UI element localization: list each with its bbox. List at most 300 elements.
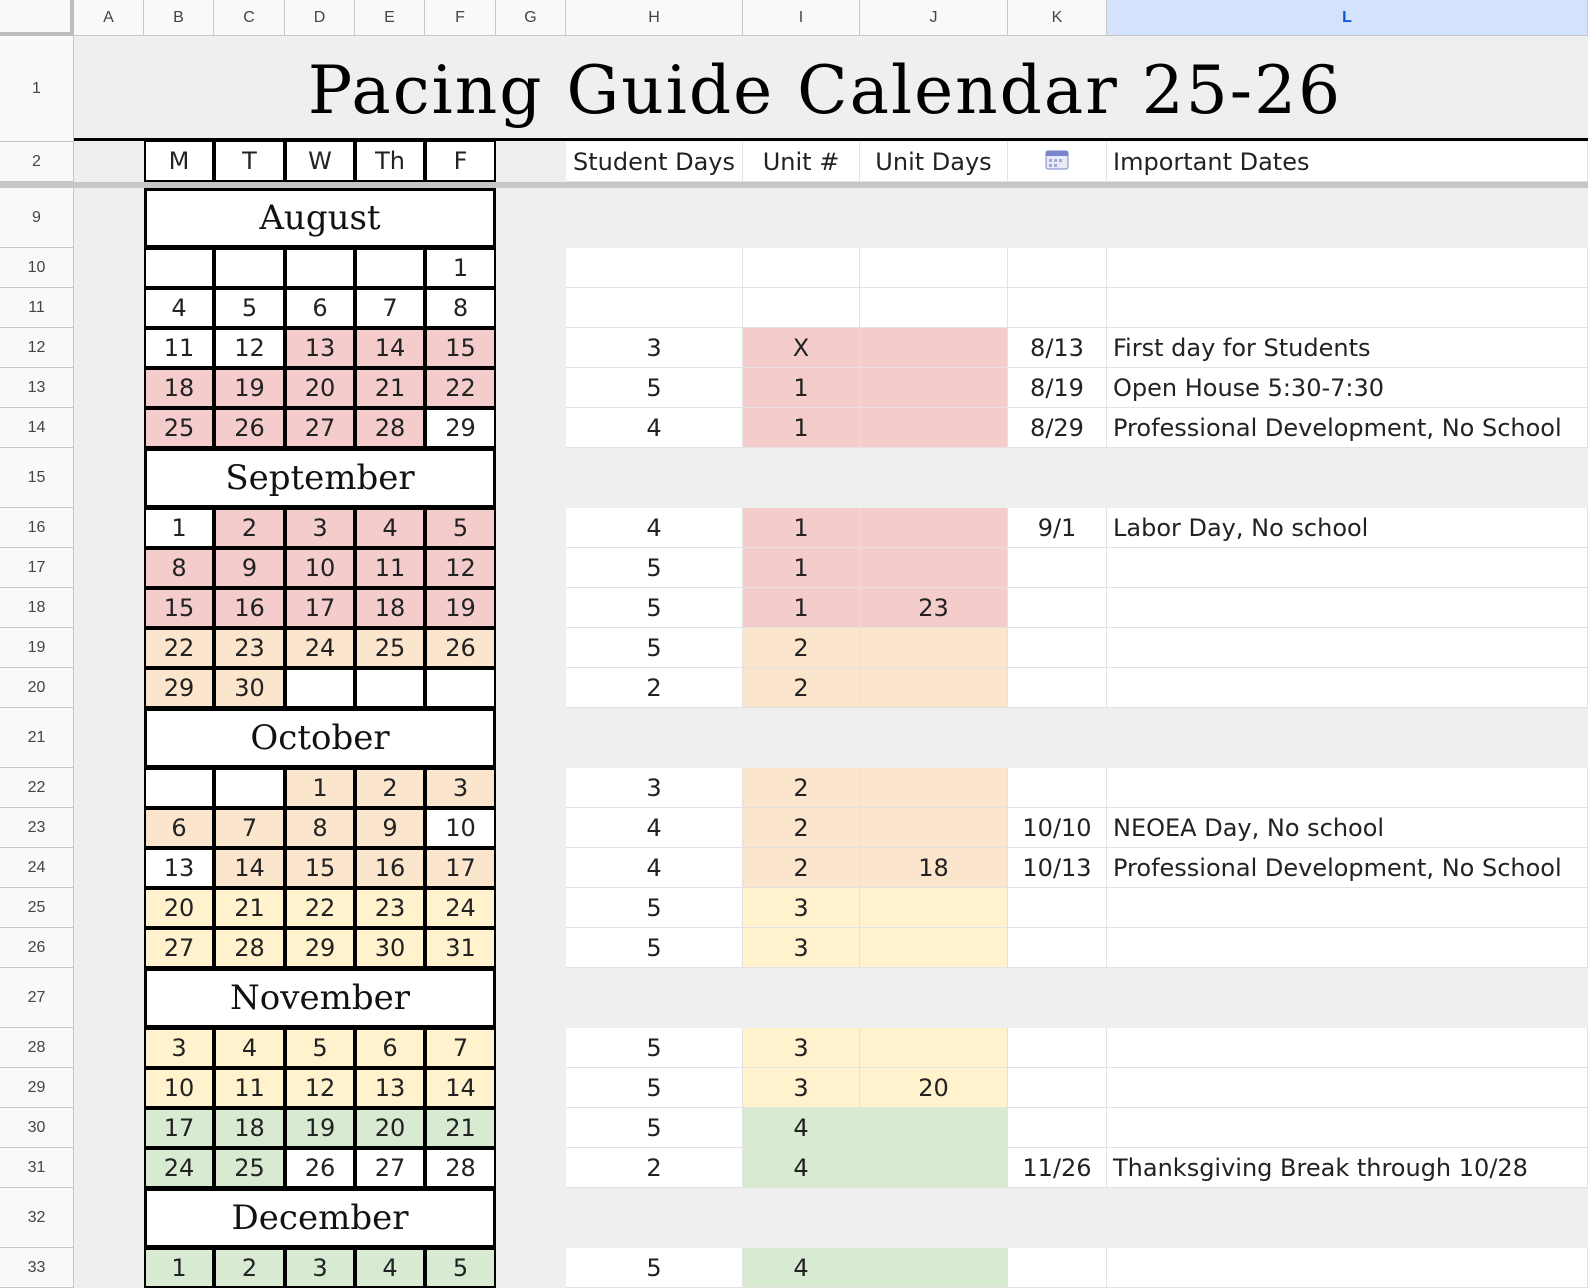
calendar-day[interactable]: 23 <box>355 888 425 928</box>
calendar-day[interactable]: 18 <box>214 1108 285 1148</box>
calendar-day[interactable]: 14 <box>355 328 425 368</box>
gray-column-a <box>74 408 144 448</box>
unit-number-cell[interactable]: 2 <box>743 768 860 808</box>
row-header-29[interactable]: 29 <box>0 1068 74 1108</box>
calendar-day[interactable]: 3 <box>425 768 496 808</box>
row-header-25[interactable]: 25 <box>0 888 74 928</box>
student-days-cell[interactable]: 5 <box>566 548 743 588</box>
calendar-day[interactable]: 15 <box>425 328 496 368</box>
column-header-c[interactable]: C <box>214 0 285 36</box>
important-date-cell[interactable] <box>1107 1248 1588 1288</box>
month-separator-row <box>566 708 1588 768</box>
gray-column-a <box>74 508 144 548</box>
date-cell[interactable] <box>1008 668 1107 708</box>
gray-column-g <box>496 368 566 408</box>
student-days-cell[interactable]: 2 <box>566 1148 743 1188</box>
calendar-day[interactable]: 2 <box>214 508 285 548</box>
gray-column-g <box>496 808 566 848</box>
calendar-day[interactable]: 5 <box>214 288 285 328</box>
calendar-day[interactable]: 1 <box>144 1248 214 1288</box>
gray-column-a <box>74 968 144 1028</box>
calendar-day[interactable]: 26 <box>214 408 285 448</box>
calendar-day[interactable]: 19 <box>214 368 285 408</box>
month-label-november: November <box>144 968 496 1028</box>
unit-days-cell[interactable] <box>860 288 1008 328</box>
student-days-cell[interactable]: 4 <box>566 808 743 848</box>
unit-days-cell[interactable] <box>860 1148 1008 1188</box>
row-header-15[interactable]: 15 <box>0 448 74 508</box>
unit-days-cell[interactable] <box>860 1108 1008 1148</box>
calendar-day[interactable]: 25 <box>144 408 214 448</box>
unit-number-cell[interactable]: 1 <box>743 508 860 548</box>
calendar-day[interactable]: 13 <box>355 1068 425 1108</box>
unit-days-cell[interactable] <box>860 248 1008 288</box>
calendar-day[interactable]: 26 <box>425 628 496 668</box>
date-cell[interactable]: 10/10 <box>1008 808 1107 848</box>
calendar-day[interactable]: 20 <box>144 888 214 928</box>
date-cell[interactable]: 8/19 <box>1008 368 1107 408</box>
unit-number-cell[interactable]: 2 <box>743 848 860 888</box>
gray-column-g <box>496 668 566 708</box>
row-header-30[interactable]: 30 <box>0 1108 74 1148</box>
gray-column-a <box>74 1028 144 1068</box>
calendar-day[interactable] <box>144 768 214 808</box>
calendar-day[interactable]: 17 <box>425 848 496 888</box>
calendar-day[interactable]: 28 <box>355 408 425 448</box>
calendar-day[interactable]: 22 <box>425 368 496 408</box>
gray-column-g <box>496 1028 566 1068</box>
date-cell[interactable] <box>1008 288 1107 328</box>
column-header-d[interactable]: D <box>285 0 355 36</box>
gray-column-a <box>74 1148 144 1188</box>
calendar-day[interactable] <box>285 248 355 288</box>
unit-days-cell[interactable] <box>860 928 1008 968</box>
gray-column-g <box>496 928 566 968</box>
calendar-day[interactable]: 3 <box>144 1028 214 1068</box>
calendar-day[interactable]: 24 <box>425 888 496 928</box>
calendar-day[interactable]: 7 <box>355 288 425 328</box>
calendar-day[interactable]: 24 <box>285 628 355 668</box>
unit-number-cell[interactable]: 3 <box>743 928 860 968</box>
date-cell[interactable]: 11/26 <box>1008 1148 1107 1188</box>
student-days-cell[interactable]: 3 <box>566 768 743 808</box>
gray-column-g <box>496 888 566 928</box>
row-header-20[interactable]: 20 <box>0 668 74 708</box>
column-header-b[interactable]: B <box>144 0 214 36</box>
gray-column-a <box>74 448 144 508</box>
student-days-cell[interactable]: 5 <box>566 888 743 928</box>
unit-number-cell[interactable]: 2 <box>743 668 860 708</box>
important-date-cell[interactable] <box>1107 248 1588 288</box>
calendar-day[interactable]: 1 <box>144 508 214 548</box>
calendar-day[interactable]: 4 <box>144 288 214 328</box>
unit-number-cell[interactable]: 4 <box>743 1248 860 1288</box>
calendar-day[interactable]: 15 <box>285 848 355 888</box>
gray-column-a <box>74 1108 144 1148</box>
column-header-f[interactable]: F <box>425 0 496 36</box>
calendar-day[interactable]: 8 <box>144 548 214 588</box>
student-days-cell[interactable]: 5 <box>566 1248 743 1288</box>
student-days-cell[interactable]: 3 <box>566 328 743 368</box>
unit-number-cell[interactable]: 2 <box>743 628 860 668</box>
gray-column-g <box>496 248 566 288</box>
calendar-day[interactable]: 11 <box>144 328 214 368</box>
row-header-17[interactable]: 17 <box>0 548 74 588</box>
important-date-cell[interactable] <box>1107 768 1588 808</box>
unit-days-cell[interactable]: 18 <box>860 848 1008 888</box>
important-date-cell[interactable]: First day for Students <box>1107 328 1588 368</box>
gray-column-a <box>74 1068 144 1108</box>
row-header-28[interactable]: 28 <box>0 1028 74 1068</box>
row-header-24[interactable]: 24 <box>0 848 74 888</box>
unit-number-cell[interactable]: 4 <box>743 1108 860 1148</box>
student-days-cell[interactable]: 5 <box>566 1068 743 1108</box>
month-separator-row <box>566 1188 1588 1248</box>
calendar-day[interactable]: 6 <box>355 1028 425 1068</box>
date-cell[interactable] <box>1008 548 1107 588</box>
gray-column-a <box>74 1188 144 1248</box>
gray-column-a <box>74 888 144 928</box>
unit-number-cell[interactable]: 4 <box>743 1148 860 1188</box>
column-header-k[interactable]: K <box>1008 0 1107 36</box>
row-header-10[interactable]: 10 <box>0 248 74 288</box>
unit-number-cell[interactable]: 1 <box>743 368 860 408</box>
calendar-day[interactable]: 9 <box>355 808 425 848</box>
month-separator-row <box>566 188 1588 248</box>
calendar-day[interactable]: 30 <box>214 668 285 708</box>
gray-column-g <box>496 1188 566 1248</box>
row-header-26[interactable]: 26 <box>0 928 74 968</box>
column-header-h[interactable]: H <box>566 0 743 36</box>
date-cell[interactable] <box>1008 1108 1107 1148</box>
calendar-day[interactable]: 10 <box>144 1068 214 1108</box>
unit-number-cell[interactable]: X <box>743 328 860 368</box>
unit-number-cell[interactable]: 3 <box>743 1028 860 1068</box>
calendar-day[interactable]: 21 <box>214 888 285 928</box>
row-header-9[interactable]: 9 <box>0 188 74 248</box>
calendar-day[interactable]: 1 <box>285 768 355 808</box>
unit-number-cell[interactable] <box>743 288 860 328</box>
calendar-day[interactable]: 19 <box>425 588 496 628</box>
student-days-cell[interactable] <box>566 288 743 328</box>
gray-column-g <box>496 288 566 328</box>
unit-days-cell[interactable] <box>860 368 1008 408</box>
calendar-day[interactable]: 8 <box>285 808 355 848</box>
unit-number-cell[interactable]: 3 <box>743 1068 860 1108</box>
calendar-day[interactable]: 25 <box>214 1148 285 1188</box>
row-header-32[interactable]: 32 <box>0 1188 74 1248</box>
row-header-33[interactable]: 33 <box>0 1248 74 1288</box>
date-cell[interactable] <box>1008 1068 1107 1108</box>
unit-days-cell[interactable] <box>860 1248 1008 1288</box>
weekday-header-w: W <box>285 140 355 182</box>
important-date-cell[interactable]: Open House 5:30-7:30 <box>1107 368 1588 408</box>
row-header-31[interactable]: 31 <box>0 1148 74 1188</box>
student-days-cell[interactable]: 2 <box>566 668 743 708</box>
important-date-cell[interactable] <box>1107 288 1588 328</box>
column-header-i[interactable]: I <box>743 0 860 36</box>
row-header-1[interactable]: 1 <box>0 36 74 142</box>
gray-column-a <box>74 928 144 968</box>
gray-column-g <box>496 968 566 1028</box>
calendar-day[interactable]: 21 <box>355 368 425 408</box>
month-label-october: October <box>144 708 496 768</box>
unit-number-cell[interactable]: 3 <box>743 888 860 928</box>
gray-column-g <box>496 408 566 448</box>
calendar-day[interactable] <box>355 668 425 708</box>
row-header-13[interactable]: 13 <box>0 368 74 408</box>
calendar-day[interactable]: 13 <box>285 328 355 368</box>
row-header-11[interactable]: 11 <box>0 288 74 328</box>
unit-number-cell[interactable]: 2 <box>743 808 860 848</box>
calendar-day[interactable]: 18 <box>144 368 214 408</box>
weekday-header-f: F <box>425 140 496 182</box>
date-cell[interactable] <box>1008 928 1107 968</box>
calendar-day[interactable]: 20 <box>285 368 355 408</box>
gray-column-a <box>74 248 144 288</box>
important-date-cell[interactable] <box>1107 888 1588 928</box>
gray-column-g <box>496 768 566 808</box>
calendar-day[interactable] <box>214 768 285 808</box>
important-dates-header: Important Dates <box>1107 142 1588 182</box>
calendar-day[interactable]: 19 <box>285 1108 355 1148</box>
calendar-day[interactable]: 4 <box>214 1028 285 1068</box>
student-days-cell[interactable]: 5 <box>566 368 743 408</box>
calendar-day[interactable]: 14 <box>425 1068 496 1108</box>
gray-column-g <box>496 328 566 368</box>
gray-column-a <box>74 628 144 668</box>
calendar-day[interactable]: 23 <box>214 628 285 668</box>
calendar-day[interactable]: 4 <box>355 1248 425 1288</box>
month-label-september: September <box>144 448 496 508</box>
student-days-cell[interactable] <box>566 248 743 288</box>
date-cell[interactable]: 10/13 <box>1008 848 1107 888</box>
calendar-day[interactable]: 13 <box>144 848 214 888</box>
unit-days-cell[interactable] <box>860 808 1008 848</box>
student-days-header: Student Days <box>566 142 743 182</box>
month-label-august: August <box>144 188 496 248</box>
gray-column-g <box>496 1248 566 1288</box>
calendar-day[interactable]: 3 <box>285 508 355 548</box>
important-date-cell[interactable]: Thanksgiving Break through 10/28 <box>1107 1148 1588 1188</box>
calendar-day[interactable]: 25 <box>355 628 425 668</box>
calendar-day[interactable]: 7 <box>214 808 285 848</box>
important-date-cell[interactable]: Professional Development, No School <box>1107 408 1588 448</box>
calendar-day[interactable]: 29 <box>144 668 214 708</box>
row-header-16[interactable]: 16 <box>0 508 74 548</box>
calendar-day[interactable] <box>214 248 285 288</box>
calendar-day[interactable]: 3 <box>285 1248 355 1288</box>
column-header-j[interactable]: J <box>860 0 1008 36</box>
calendar-day[interactable]: 22 <box>144 628 214 668</box>
row-header-21[interactable]: 21 <box>0 708 74 768</box>
calendar-day[interactable]: 5 <box>425 508 496 548</box>
gray-column-a <box>74 588 144 628</box>
important-date-cell[interactable] <box>1107 1028 1588 1068</box>
date-cell[interactable] <box>1008 1028 1107 1068</box>
calendar-day[interactable]: 14 <box>214 848 285 888</box>
calendar-day[interactable]: 27 <box>355 1148 425 1188</box>
weekday-header-m: M <box>144 140 214 182</box>
important-date-cell[interactable]: Professional Development, No School <box>1107 848 1588 888</box>
calendar-day[interactable]: 5 <box>285 1028 355 1068</box>
student-days-cell[interactable]: 4 <box>566 848 743 888</box>
calendar-day[interactable]: 2 <box>214 1248 285 1288</box>
calendar-day[interactable]: 28 <box>425 1148 496 1188</box>
calendar-day[interactable]: 16 <box>214 588 285 628</box>
student-days-cell[interactable]: 4 <box>566 408 743 448</box>
calendar-day[interactable]: 8 <box>425 288 496 328</box>
unit-days-cell[interactable] <box>860 548 1008 588</box>
calendar-day[interactable] <box>144 248 214 288</box>
calendar-day[interactable]: 11 <box>355 548 425 588</box>
gray-column-g <box>496 188 566 248</box>
student-days-cell[interactable]: 5 <box>566 1108 743 1148</box>
calendar-day[interactable]: 5 <box>425 1248 496 1288</box>
unit-days-cell[interactable] <box>860 328 1008 368</box>
gray-column-a <box>74 188 144 248</box>
weekday-header-th: Th <box>355 140 425 182</box>
date-cell[interactable]: 8/29 <box>1008 408 1107 448</box>
calendar-day[interactable]: 17 <box>285 588 355 628</box>
student-days-cell[interactable]: 5 <box>566 1028 743 1068</box>
calendar-day[interactable]: 20 <box>355 1108 425 1148</box>
gray-column-g <box>496 1108 566 1148</box>
student-days-cell[interactable]: 5 <box>566 588 743 628</box>
row-header-23[interactable]: 23 <box>0 808 74 848</box>
calendar-day[interactable]: 27 <box>285 408 355 448</box>
calendar-day[interactable] <box>285 668 355 708</box>
row-header-27[interactable]: 27 <box>0 968 74 1028</box>
important-date-cell[interactable]: NEOEA Day, No school <box>1107 808 1588 848</box>
calendar-day[interactable]: 2 <box>355 768 425 808</box>
row-header-19[interactable]: 19 <box>0 628 74 668</box>
date-cell[interactable] <box>1008 1248 1107 1288</box>
important-date-cell[interactable] <box>1107 1068 1588 1108</box>
date-cell[interactable]: 9/1 <box>1008 508 1107 548</box>
calendar-day[interactable]: 24 <box>144 1148 214 1188</box>
unit-days-cell[interactable] <box>860 408 1008 448</box>
select-all-corner[interactable] <box>0 0 74 36</box>
column-header-e[interactable]: E <box>355 0 425 36</box>
unit-number-cell[interactable] <box>743 248 860 288</box>
important-date-cell[interactable] <box>1107 548 1588 588</box>
gray-column-g <box>496 708 566 768</box>
calendar-day[interactable]: 29 <box>425 408 496 448</box>
month-separator-row <box>566 968 1588 1028</box>
column-header-a[interactable]: A <box>74 0 144 36</box>
row-header-18[interactable]: 18 <box>0 588 74 628</box>
calendar-day[interactable]: 17 <box>144 1108 214 1148</box>
calendar-day[interactable]: 16 <box>355 848 425 888</box>
date-cell[interactable]: 8/13 <box>1008 328 1107 368</box>
gray-column-g <box>496 1148 566 1188</box>
column-header-l[interactable]: L <box>1107 0 1588 36</box>
calendar-day[interactable]: 28 <box>214 928 285 968</box>
calendar-day[interactable]: 26 <box>285 1148 355 1188</box>
row-header-22[interactable]: 22 <box>0 768 74 808</box>
calendar-day[interactable]: 22 <box>285 888 355 928</box>
calendar-day[interactable]: 12 <box>285 1068 355 1108</box>
important-date-cell[interactable] <box>1107 628 1588 668</box>
calendar-day[interactable] <box>355 248 425 288</box>
date-cell[interactable] <box>1008 588 1107 628</box>
unit-days-cell[interactable] <box>860 1028 1008 1068</box>
gray-column-g <box>496 588 566 628</box>
calendar-day[interactable]: 27 <box>144 928 214 968</box>
row-header-2[interactable]: 2 <box>0 142 74 182</box>
unit-days-cell[interactable] <box>860 888 1008 928</box>
date-cell[interactable] <box>1008 248 1107 288</box>
unit-days-cell[interactable]: 20 <box>860 1068 1008 1108</box>
unit-days-cell[interactable] <box>860 768 1008 808</box>
date-cell[interactable] <box>1008 888 1107 928</box>
calendar-day[interactable]: 11 <box>214 1068 285 1108</box>
calendar-day[interactable]: 12 <box>425 548 496 588</box>
header-row-g <box>496 142 566 182</box>
student-days-cell[interactable]: 5 <box>566 628 743 668</box>
column-header-g[interactable]: G <box>496 0 566 36</box>
unit-days-cell[interactable] <box>860 668 1008 708</box>
gray-column-a <box>74 288 144 328</box>
calendar-day[interactable]: 6 <box>285 288 355 328</box>
unit-number-cell[interactable]: 1 <box>743 588 860 628</box>
calendar-day[interactable]: 10 <box>425 808 496 848</box>
calendar-day[interactable]: 31 <box>425 928 496 968</box>
gray-column-a <box>74 548 144 588</box>
date-cell[interactable] <box>1008 768 1107 808</box>
unit-days-header: Unit Days <box>860 142 1008 182</box>
gray-column-g <box>496 448 566 508</box>
calendar-day[interactable]: 29 <box>285 928 355 968</box>
student-days-cell[interactable]: 4 <box>566 508 743 548</box>
gray-column-a <box>74 368 144 408</box>
row-header-12[interactable]: 12 <box>0 328 74 368</box>
student-days-cell[interactable]: 5 <box>566 928 743 968</box>
calendar-day[interactable]: 21 <box>425 1108 496 1148</box>
unit-number-cell[interactable]: 1 <box>743 548 860 588</box>
gray-column-g <box>496 848 566 888</box>
calendar-day[interactable]: 15 <box>144 588 214 628</box>
important-date-cell[interactable]: Labor Day, No school <box>1107 508 1588 548</box>
calendar-day[interactable]: 4 <box>355 508 425 548</box>
gray-column-a <box>74 808 144 848</box>
gray-column-g <box>496 1068 566 1108</box>
calendar-day[interactable]: 12 <box>214 328 285 368</box>
calendar-day[interactable] <box>425 668 496 708</box>
important-date-cell[interactable] <box>1107 668 1588 708</box>
calendar-day[interactable]: 1 <box>425 248 496 288</box>
calendar-day[interactable]: 18 <box>355 588 425 628</box>
calendar-day[interactable]: 9 <box>214 548 285 588</box>
row-header-14[interactable]: 14 <box>0 408 74 448</box>
calendar-day[interactable]: 7 <box>425 1028 496 1068</box>
gray-column-g <box>496 508 566 548</box>
weekday-header-t: T <box>214 140 285 182</box>
date-cell[interactable] <box>1008 628 1107 668</box>
important-date-cell[interactable] <box>1107 928 1588 968</box>
calendar-day[interactable]: 10 <box>285 548 355 588</box>
gray-column-a <box>74 848 144 888</box>
unit-days-cell[interactable]: 23 <box>860 588 1008 628</box>
unit-days-cell[interactable] <box>860 508 1008 548</box>
important-date-cell[interactable] <box>1107 588 1588 628</box>
calendar-day[interactable]: 6 <box>144 808 214 848</box>
unit-days-cell[interactable] <box>860 628 1008 668</box>
unit-number-cell[interactable]: 1 <box>743 408 860 448</box>
calendar-day[interactable]: 30 <box>355 928 425 968</box>
important-date-cell[interactable] <box>1107 1108 1588 1148</box>
